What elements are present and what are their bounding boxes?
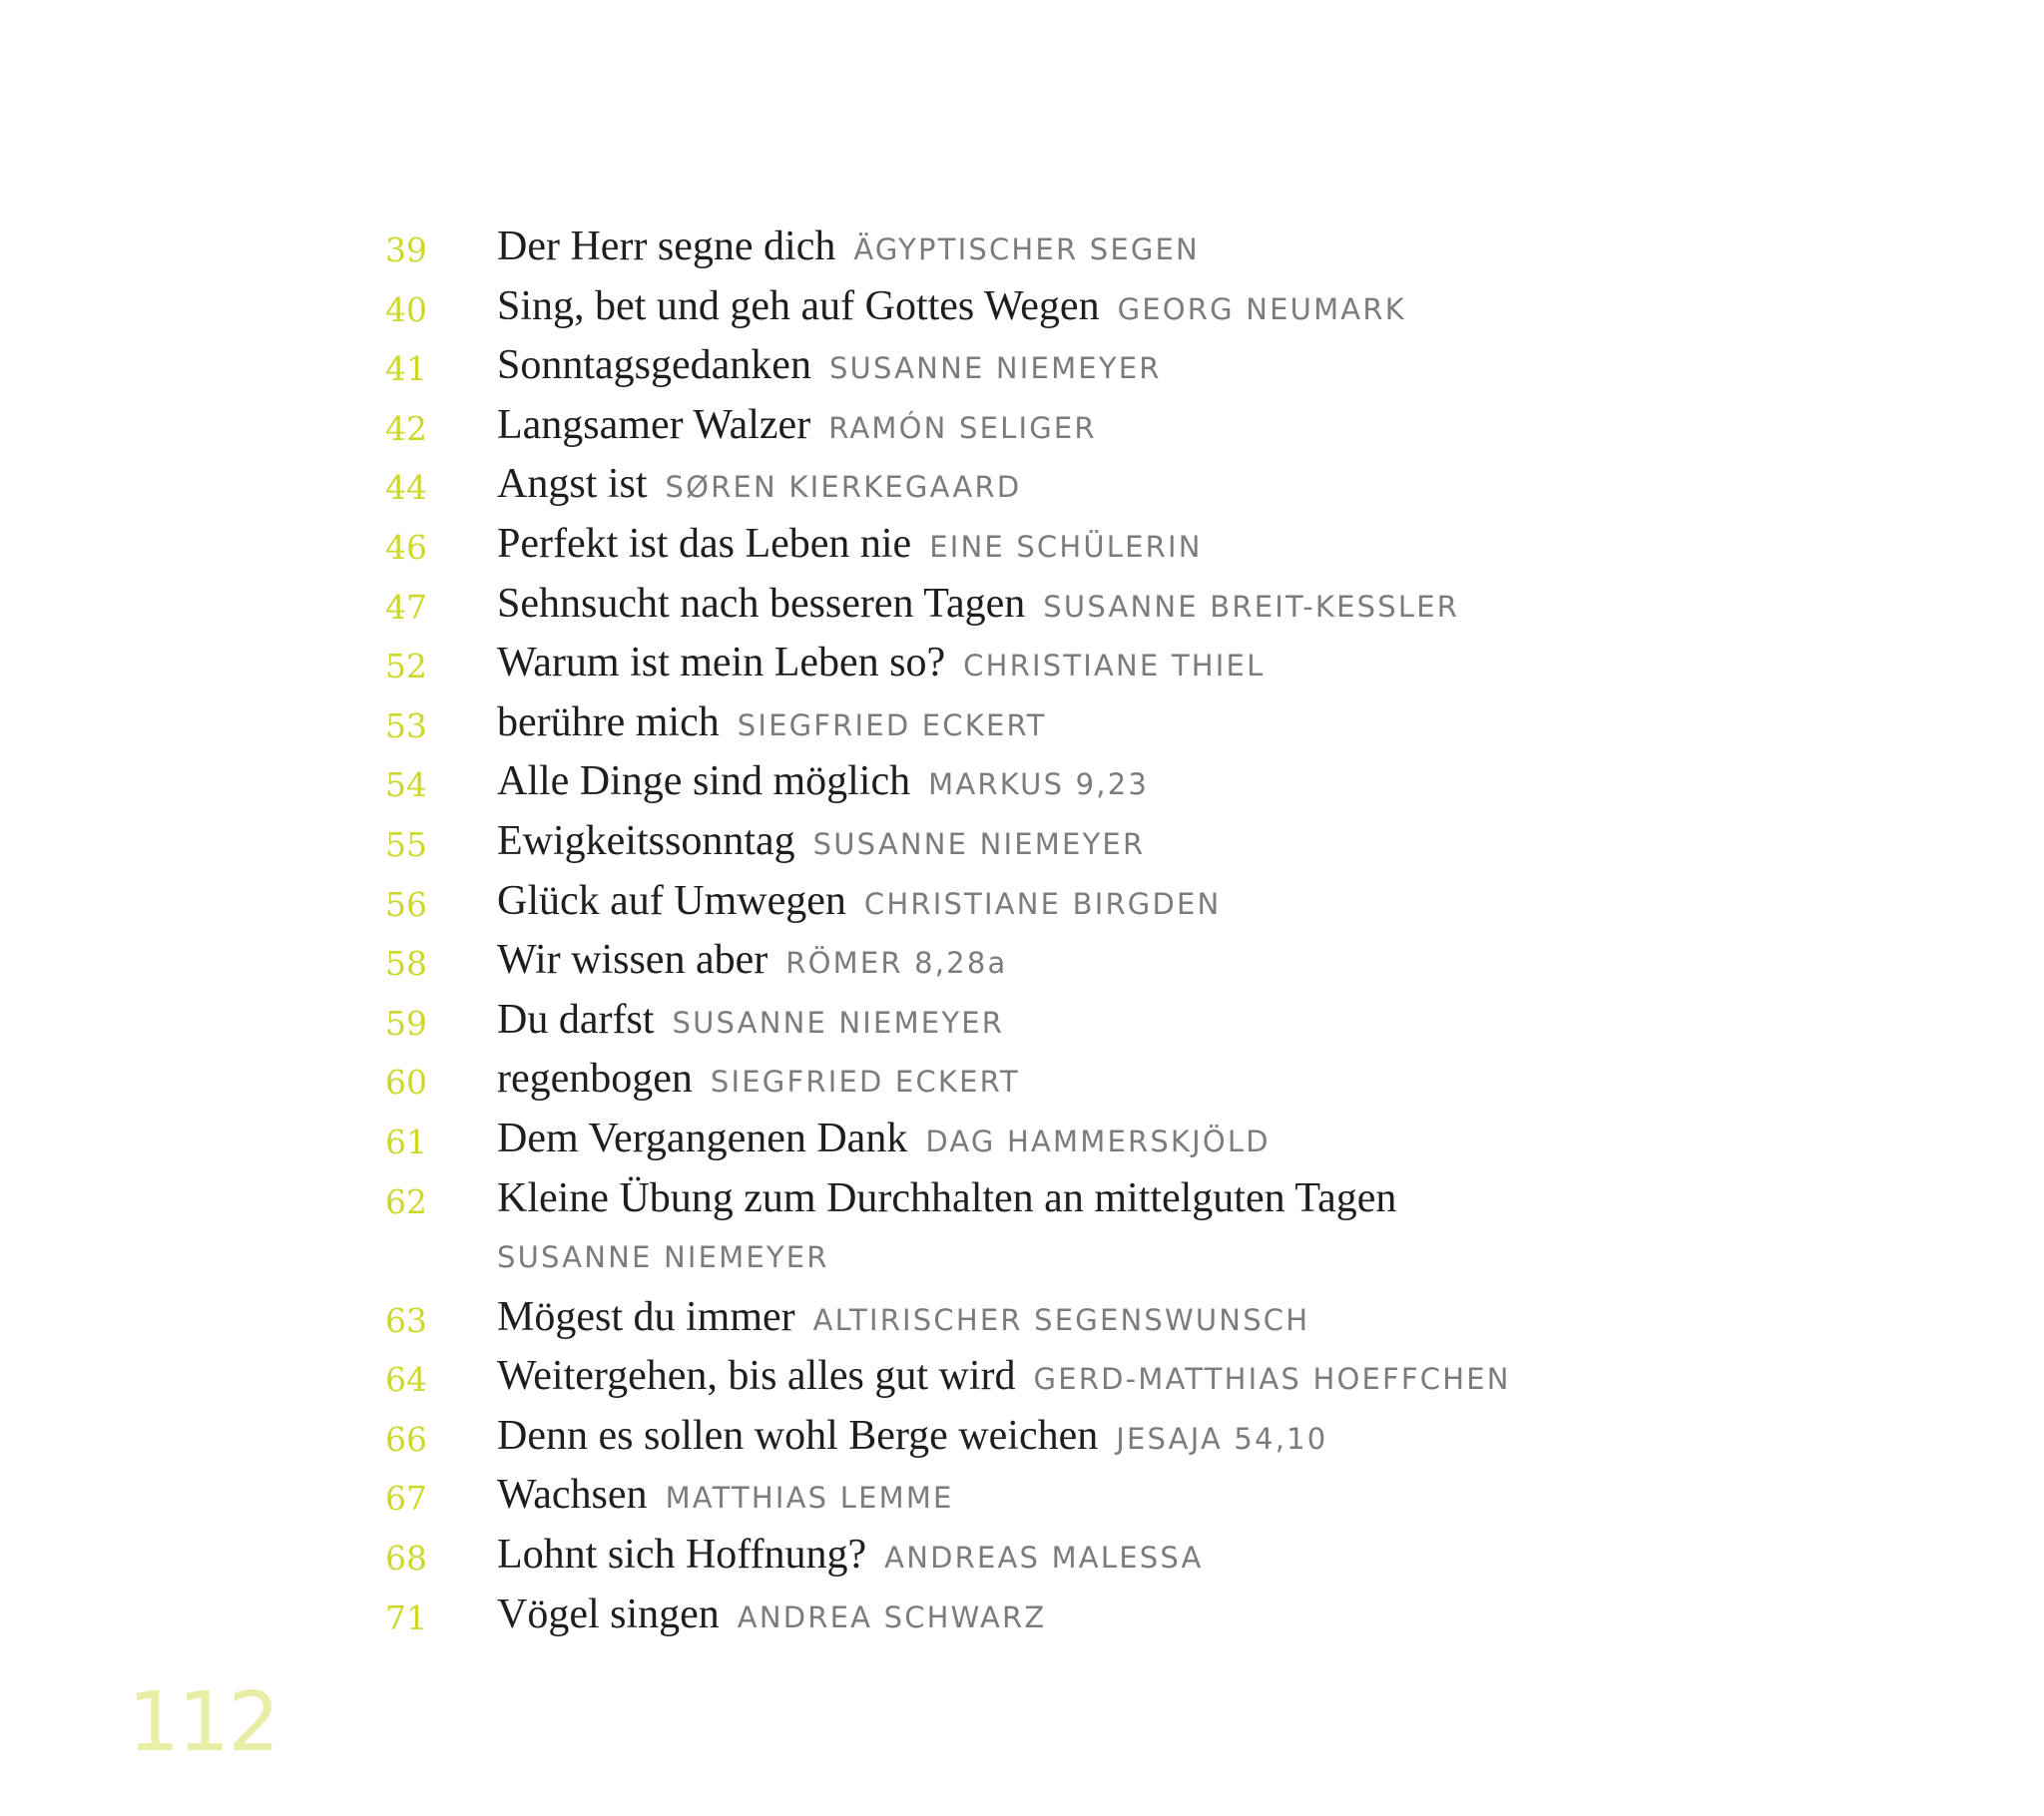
entry-author: MATTHIAS LEMME [665,1481,954,1516]
entry-author: SUSANNE NIEMEYER [828,351,1162,386]
entry-title: Lohnt sich Hoffnung? [497,1532,867,1579]
entry-author: SUSANNE NIEMEYER [497,1240,829,1275]
entry-title: Wir wissen aber [497,937,768,984]
entry-author: GEORG NEUMARK [1117,291,1406,326]
entry-title: Wachsen [497,1472,648,1519]
entry-title: Ewigkeitssonntag [497,817,795,864]
entry-title: Perfekt ist das Leben nie [497,520,912,567]
toc-entry [0,455,2044,515]
toc-entry [0,752,2044,812]
entry-page-number: 39 [385,230,427,269]
entry-text [497,752,1974,815]
entry-author: SØREN KIERKEGAARD [665,470,1022,505]
entry-text [497,277,1974,340]
entry-page-number: 60 [385,1063,427,1103]
toc-entry [0,1288,2044,1348]
entry-title: Dem Vergangenen Dank [497,1115,908,1161]
entry-title: Weitergehen, bis alles gut wird [497,1353,1016,1400]
toc-entry [0,1347,2044,1407]
entry-text [497,1110,1974,1172]
entry-author: ALTIRISCHER SEGENSWUNSCH [812,1302,1310,1337]
entry-page-number: 58 [385,944,427,984]
entry-text [497,1050,1974,1113]
entry-page-number: 53 [385,705,427,745]
entry-title: Sing, bet und geh auf Gottes Wegen [497,282,1100,329]
entry-page-number: 52 [385,647,427,686]
toc-entry [0,991,2044,1051]
entry-author: SIEGFRIED ECKERT [710,1065,1020,1100]
entry-page-number: 59 [385,1003,427,1043]
entry-page-number: 64 [385,1360,427,1400]
entry-title: Langsamer Walzer [497,401,811,448]
toc-entry [0,396,2044,456]
entry-author: CHRISTIANE THIEL [963,649,1266,683]
entry-title: Du darfst [497,996,655,1043]
entry-page-number: 67 [385,1479,427,1519]
entry-author: ANDREAS MALESSA [884,1541,1204,1576]
entry-page-number: 54 [385,765,427,805]
toc-entry [0,812,2044,872]
entry-text [497,1347,1974,1410]
entry-author: ÄGYPTISCHER SEGEN [853,232,1200,266]
entry-author: EINE SCHÜLERIN [929,529,1203,564]
entry-author: ANDREA SCHWARZ [737,1599,1047,1634]
entry-text [497,872,1974,935]
entry-text [497,1526,1974,1589]
entry-author: JESAJA 54,10 [1116,1421,1328,1456]
entry-author: GERD-MATTHIAS HOEFFCHEN [1033,1362,1511,1397]
entry-title: regenbogen [497,1056,693,1103]
toc-entry [0,1110,2044,1169]
entry-title: Vögel singen [497,1590,720,1637]
page-folio: 112 [128,1675,278,1770]
toc-entry [0,218,2044,277]
entry-text [497,812,1974,875]
entry-page-number: 55 [385,824,427,864]
entry-author: SUSANNE NIEMEYER [672,1005,1005,1040]
entry-title: Glück auf Umwegen [497,877,846,924]
entry-page-number: 66 [385,1419,427,1459]
entry-page-number: 68 [385,1539,427,1579]
entry-text [497,396,1974,459]
entry-author: SUSANNE NIEMEYER [812,826,1146,861]
toc-entry [0,277,2044,337]
entry-text [497,575,1974,638]
entry-page-number: 47 [385,587,427,627]
toc-entry [0,1050,2044,1110]
entry-title: Sehnsucht nach besseren Tagen [497,580,1026,627]
entry-text [497,991,1974,1054]
toc-entry [0,693,2044,753]
entry-text [497,634,1974,696]
entry-title: Sonntagsgedanken [497,342,811,389]
entry-text [497,1466,1974,1529]
toc-entry [0,1407,2044,1467]
entry-title: Warum ist mein Leben so? [497,640,946,686]
entry-page-number: 63 [385,1300,427,1340]
entry-author: SUSANNE BREIT-KESSLER [1043,589,1460,624]
entry-text [497,1407,1974,1470]
toc-entry [0,1169,2044,1288]
toc-entry [0,634,2044,693]
toc-entry [0,1466,2044,1526]
entry-author: RAMÓN SELIGER [828,410,1097,445]
entry-title: Alle Dinge sind möglich [497,758,911,805]
toc-entry [0,575,2044,635]
toc-entry [0,515,2044,575]
entry-page-number: 40 [385,289,427,329]
entry-page-number: 46 [385,527,427,567]
entry-text [497,336,1974,399]
entry-title: Kleine Übung zum Durchhalten an mittelguten Tagen [497,1174,1397,1221]
entry-text [497,1169,1595,1288]
toc-entry [0,931,2044,991]
entry-text [497,1586,1974,1648]
toc-entry [0,1526,2044,1586]
entry-title: Denn es sollen wohl Berge weichen [497,1412,1099,1459]
entry-page-number: 42 [385,408,427,448]
entry-page-number: 41 [385,349,427,389]
entry-page-number: 61 [385,1122,427,1161]
entry-title: Der Herr segne dich [497,224,836,269]
entry-author: RÖMER 8,28a [785,946,1008,981]
toc-entry [0,872,2044,932]
table-of-contents [0,218,2044,1644]
entry-text [497,515,1974,578]
entry-page-number: 56 [385,884,427,924]
entry-title: berühre mich [497,698,720,745]
entry-author: CHRISTIANE BIRGDEN [863,886,1222,921]
entry-title: Mögest du immer [497,1293,795,1340]
entry-author: MARKUS 9,23 [928,767,1149,802]
entry-author: SIEGFRIED ECKERT [737,707,1047,742]
entry-page-number: 44 [385,468,427,508]
entry-author: DAG HAMMERSKJÖLD [925,1124,1271,1158]
entry-page-number: 71 [385,1597,427,1637]
entry-text [497,455,1974,518]
entry-text [497,218,1974,280]
entry-text [497,693,1974,756]
entry-text [497,931,1974,994]
entry-title: Angst ist [497,461,648,508]
entry-text [497,1288,1974,1351]
toc-entry [0,1586,2044,1645]
entry-page-number: 62 [385,1181,427,1221]
toc-entry [0,336,2044,396]
